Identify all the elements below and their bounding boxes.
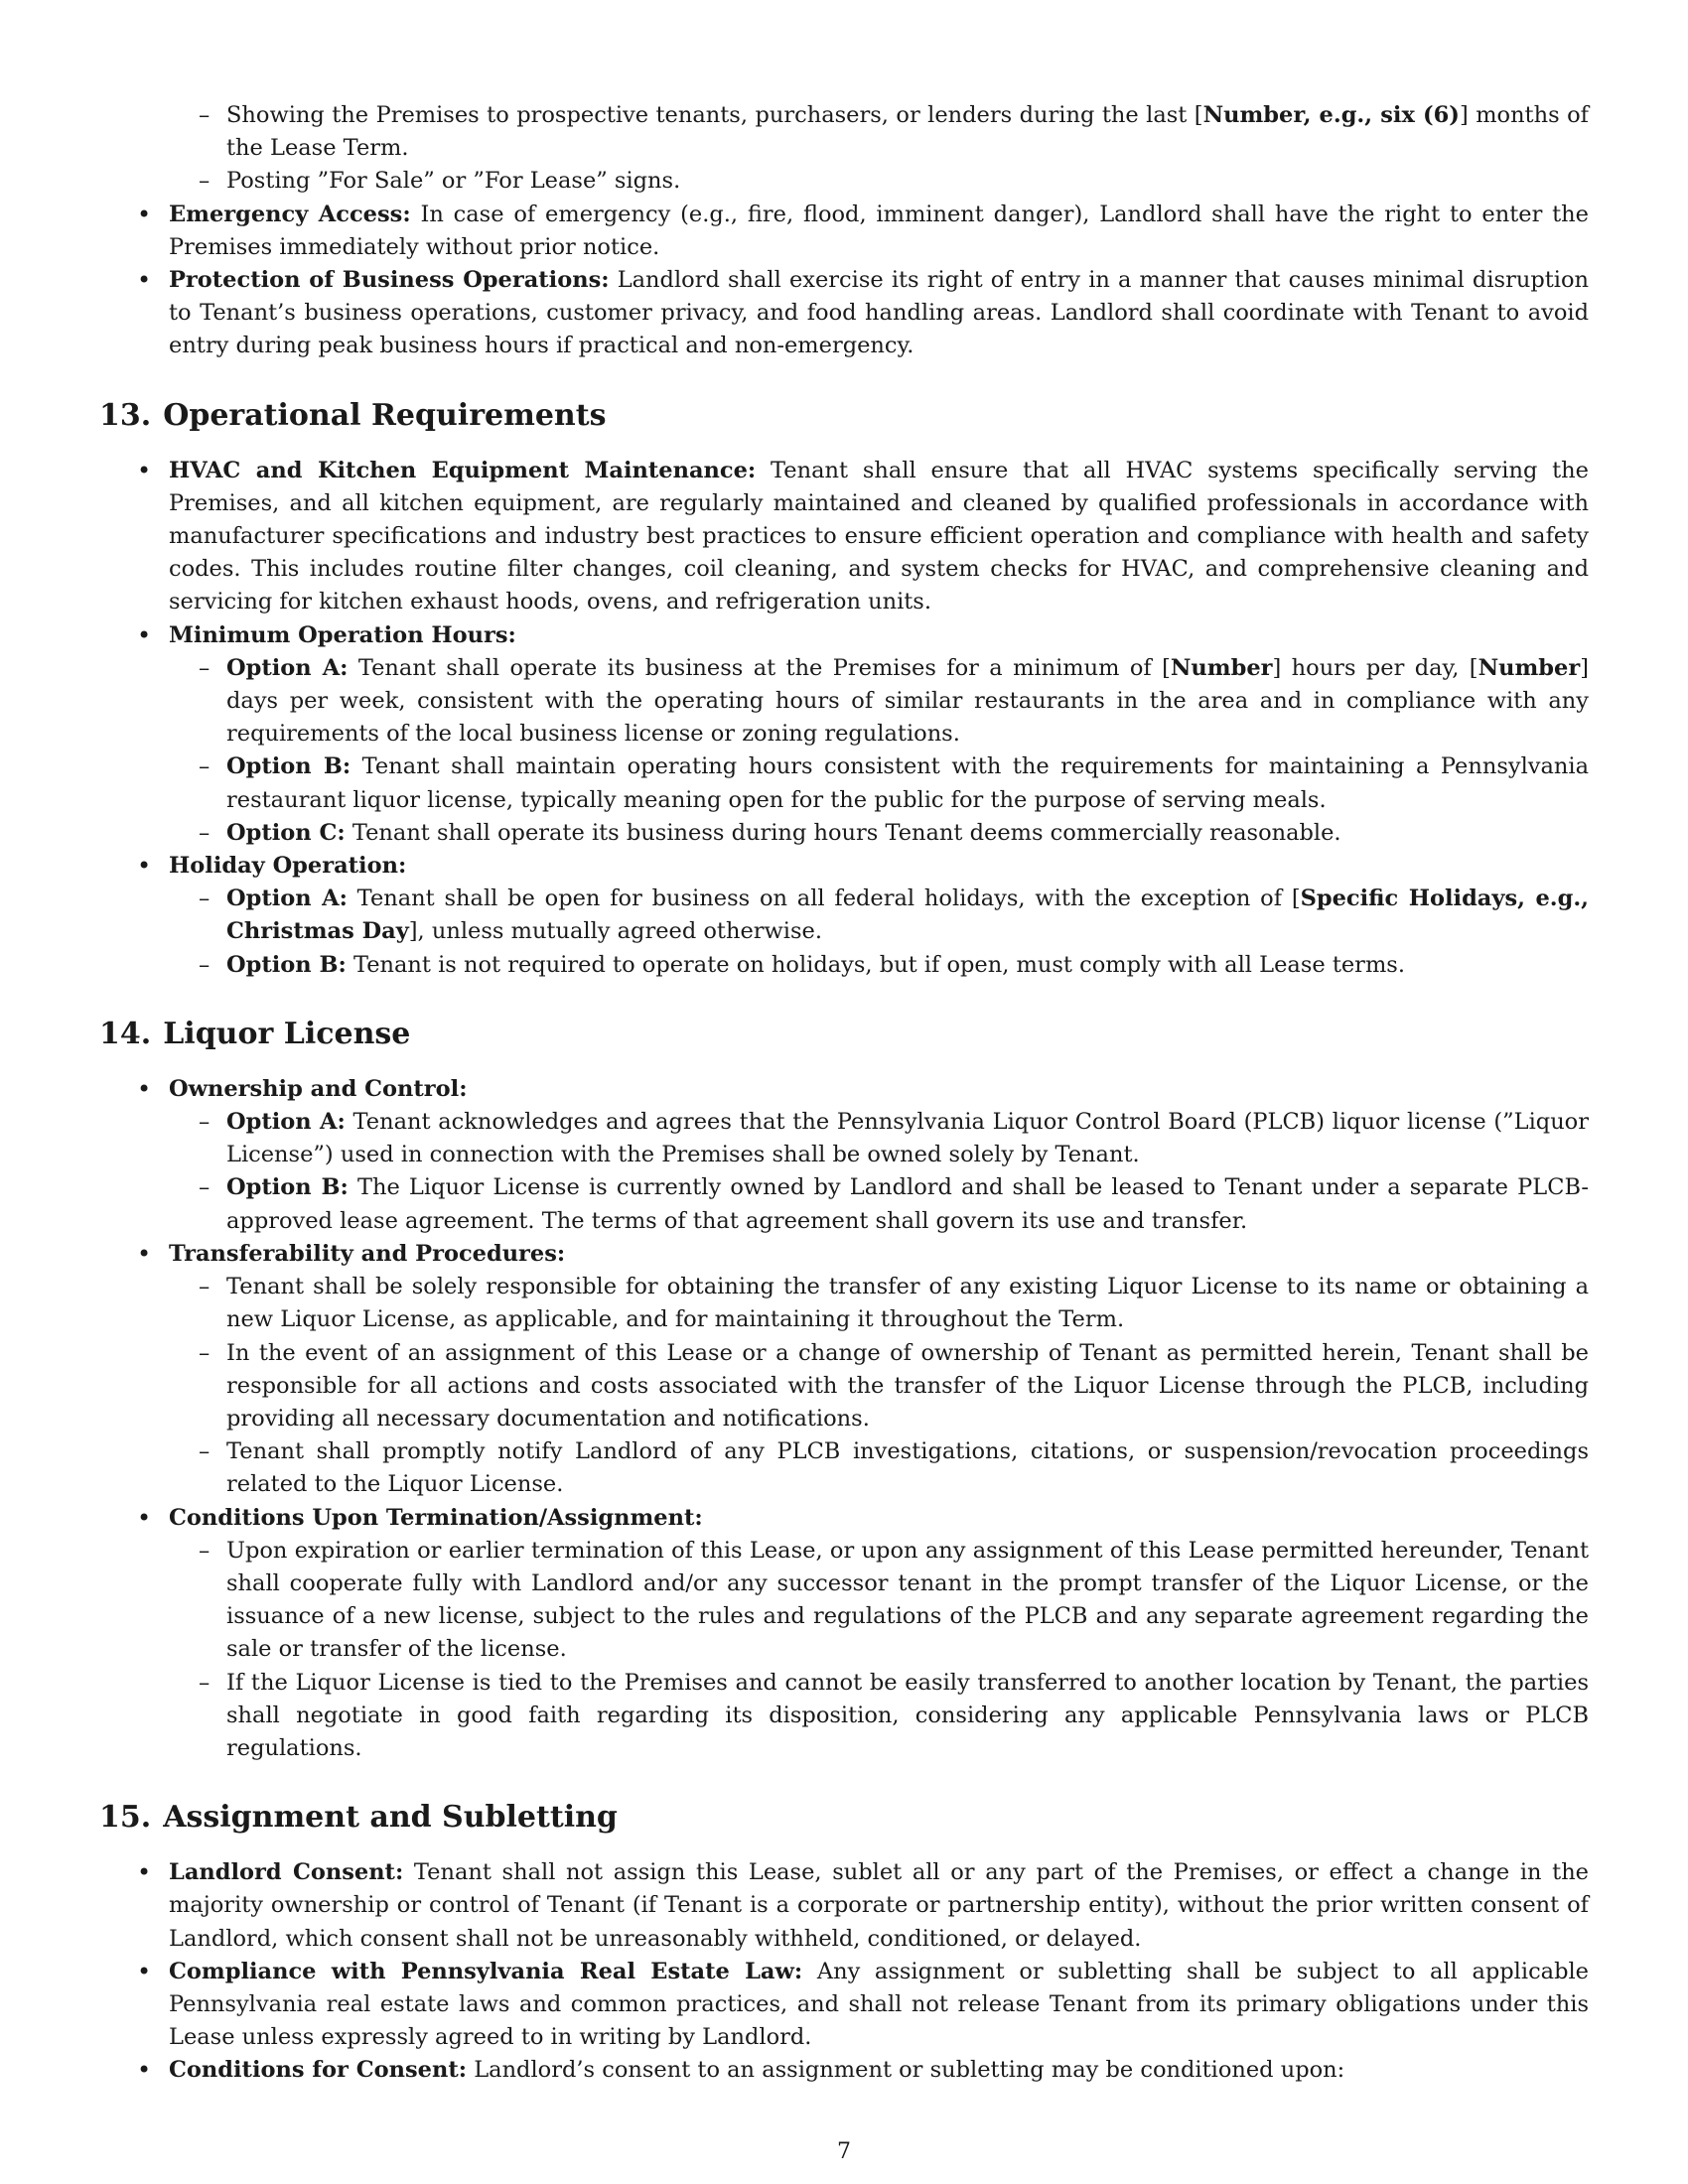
list-item: • HVAC and Kitchen Equipment Maintenance: Tenant shall ensure that all HVAC systems specifically serving the Premises, and all kitchen equipment, are regularly maintained and cleaned by qualified professionals in accordance with manufacturer specifications and industry best practices to ensure efficient operation and compliance with health and safety codes. This includes routine filter changes, coil cleaning, and system checks for HVAC, and comprehensive cleaning and servicing for kitchen exhaust hoods, ovens, and refrigeration units. [99, 455, 1589, 619]
item-label: Landlord Consent: [169, 1859, 404, 1886]
sublist [169, 1535, 1589, 1765]
list-item: – Posting ”For Sale” or ”For Lease” signs. [169, 165, 1589, 198]
list-item: – Tenant shall promptly notify Landlord of any PLCB investigations, citations, or suspension/revocation proceedings related to the Liquor License. [169, 1435, 1589, 1501]
list-item [99, 1502, 1589, 1766]
section-15-list [99, 1856, 1589, 2087]
item-label: Ownership and Control: [169, 1075, 468, 1102]
list-item: – Option B: Tenant shall maintain operating hours consistent with the requirements for maintaining a Pennsylvania restaurant liquor license, typically meaning open for the public for the purpose of serving meals. [169, 751, 1589, 816]
list-item: – Tenant shall be solely responsible for obtaining the transfer of any existing Liquor License to its name or obtaining a new Liquor License, as applicable, and for maintaining it throughout the Term. [169, 1271, 1589, 1336]
page-number: 7 [837, 2139, 851, 2164]
list-item [99, 1238, 1589, 1502]
item-label: Compliance with Pennsylvania Real Estate Law: [169, 1958, 803, 1984]
list-item: • Compliance with Pennsylvania Real Estate Law: Any assignment or subletting shall be subject to all applicable Pennsylvania real estate laws and common practices, and shall not release Tenant from its primary obligations under this Lease unless expressly agreed to in writing by Landlord. [99, 1956, 1589, 2055]
sublist [169, 1271, 1589, 1501]
list-item: – Option C: Tenant shall operate its business during hours Tenant deems commercially reasonable. [169, 817, 1589, 850]
list-item [99, 619, 1589, 850]
list-item [99, 1073, 1589, 1238]
section-heading-15: 15. Assignment and Subletting [99, 1800, 618, 1836]
list-item: – Option A: Tenant acknowledges and agrees that the Pennsylvania Liquor Control Board (PLCB) liquor license (”Liquor License”) used in connection with the Premises shall be owned solely by Tenant. [169, 1106, 1589, 1171]
item-label: Emergency Access: [169, 201, 411, 227]
list-item: • Landlord Consent: Tenant shall not assign this Lease, sublet all or any part of the Premises, or effect a change in the majority ownership or control of Tenant (if Tenant is a corporate or partnership entity), without the prior written consent of Landlord, which consent shall not be unreasonably withheld, conditioned, or delayed. [99, 1856, 1589, 1956]
list-item: – If the Liquor License is tied to the Premises and cannot be easily transferred to another location by Tenant, the parties shall negotiate in good faith regarding its disposition, considering any applicable Pennsylvania laws or PLCB regulations. [169, 1667, 1589, 1766]
item-label: Conditions for Consent: [169, 2057, 468, 2084]
item-label: Conditions Upon Termination/Assignment: [169, 1504, 703, 1531]
placeholder-field: Number, e.g., six (6) [1202, 102, 1460, 128]
sublist [169, 652, 1589, 850]
item-label: Protection of Business Operations: [169, 267, 610, 294]
section-heading-14: 14. Liquor License [99, 1016, 411, 1051]
page-content [99, 99, 1589, 2088]
section-14-list [99, 1073, 1589, 1765]
list-item: – Option B: The Liquor License is currently owned by Landlord and shall be leased to Tenant under a separate PLCB-approved lease agreement. The terms of that agreement shall govern its use and transfer. [169, 1171, 1589, 1237]
list-item: – Option B: Tenant is not required to operate on holidays, but if open, must comply with all Lease terms. [169, 949, 1589, 982]
list-item: – Upon expiration or earlier termination of this Lease, or upon any assignment of this Lease permitted hereunder, Tenant shall cooperate fully with Landlord and/or any successor tenant in the prompt transfer of the Liquor License, or the issuance of a new license, subject to the rules and regulations of the PLCB and any separate agreement regarding the sale or transfer of the license. [169, 1535, 1589, 1667]
section-13-list [99, 455, 1589, 982]
item-label: Minimum Operation Hours: [169, 621, 516, 648]
list-item: • Conditions for Consent: Landlord’s consent to an assignment or subletting may be conditioned upon: [99, 2054, 1589, 2087]
list-item: • Protection of Business Operations: Landlord shall exercise its right of entry in a manner that causes minimal disruption to Tenant’s business operations, customer privacy, and food handling areas. Landlord shall coordinate with Tenant to avoid entry during peak business hours if practical and non-emergency. [99, 264, 1589, 363]
item-label: Holiday Operation: [169, 853, 407, 880]
list-item: • Emergency Access: In case of emergency (e.g., fire, flood, imminent danger), Landlord shall have the right to enter the Premises immediately without prior notice. [99, 199, 1589, 264]
list-item: – In the event of an assignment of this Lease or a change of ownership of Tenant as permitted herein, Tenant shall be responsible for all actions and costs associated with the transfer of the Liquor License through the PLCB, including providing all necessary documentation and notifications. [169, 1337, 1589, 1436]
continued-list [99, 199, 1589, 363]
list-item: – Option A: Tenant shall be open for business on all federal holidays, with the exception of [Specific Holidays, e.g., Christmas Day], unless mutually agreed otherwise. [169, 883, 1589, 948]
section-heading-13: 13. Operational Requirements [99, 397, 607, 433]
list-item [99, 850, 1589, 982]
item-label: HVAC and Kitchen Equipment Maintenance: [169, 457, 757, 483]
list-item: – Showing the Premises to prospective tenants, purchasers, or lenders during the last [Number, e.g., six (6)] months of the Lease Term. [169, 99, 1589, 165]
list-item: – Option A: Tenant shall operate its business at the Premises for a minimum of [Number] hours per day, [Number] days per week, consistent with the operating hours of similar restaurants in the area and in compliance with any requirements of the local business license or zoning regulations. [169, 652, 1589, 751]
item-label: Transferability and Procedures: [169, 1240, 566, 1267]
sublist [169, 883, 1589, 982]
continued-sublist [169, 99, 1589, 199]
sublist [169, 1106, 1589, 1238]
